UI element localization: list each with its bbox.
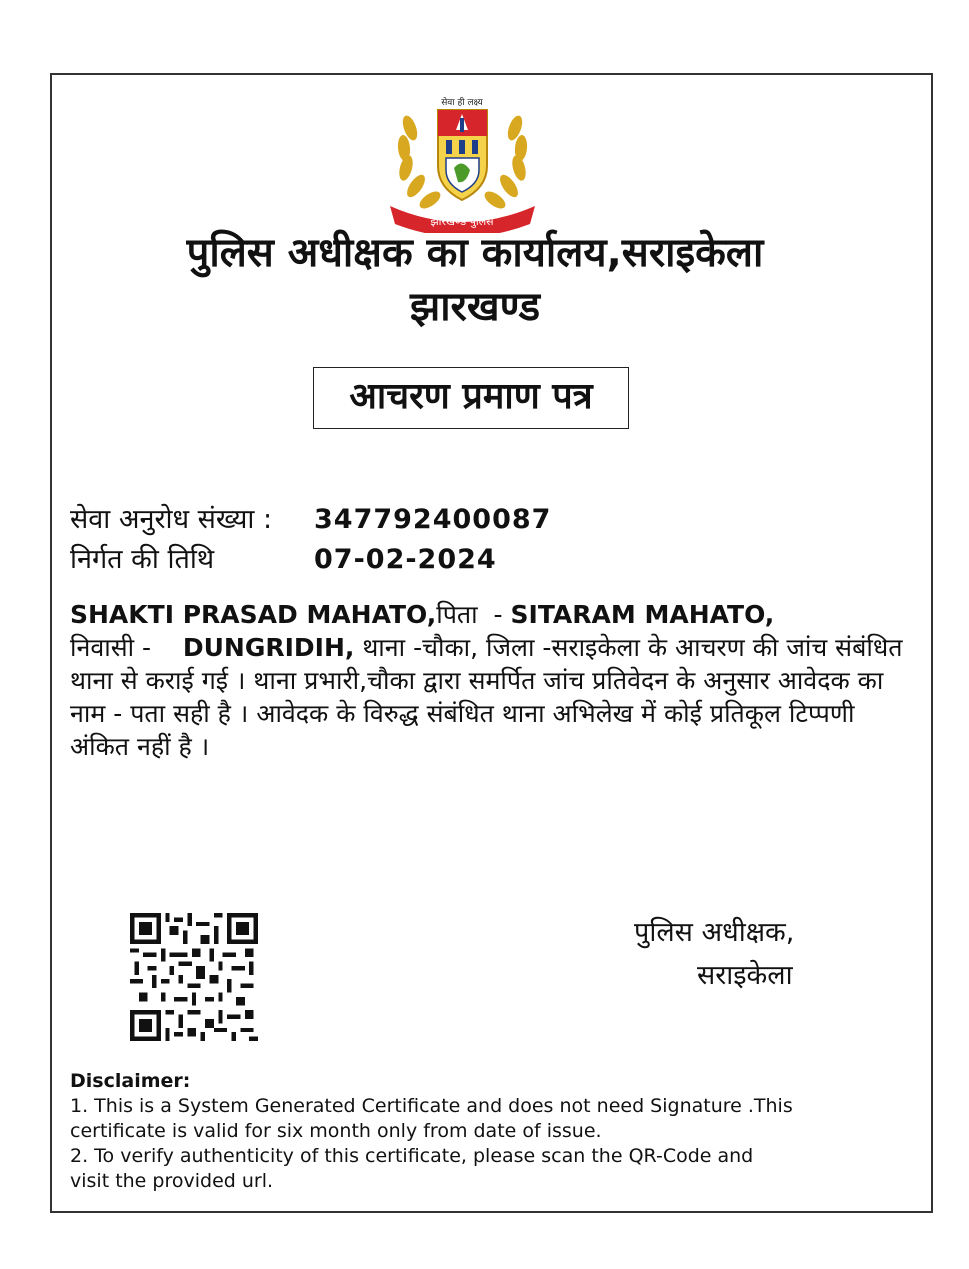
request-number-label: सेवा अनुरोध संख्या : [70,504,273,535]
jharkhand-police-emblem [380,88,545,233]
signatory-designation: पुलिस अधीक्षक, [634,917,795,948]
body-statement: थाना -चौका, जिला -सराइकेला के आचरण की जांच संबंधित थाना से कराई गई । थाना प्रभारी,चौका द्वारा समर्पित जांच प्रतिवेदन के अनुसार आवेदक का नाम - पता सही है । आवेदक के विरुद्ध संबंधित थाना अभिलेख में कोई प्रतिकूल टिप्पणी अंकित नहीं है । [70,633,903,761]
certificate-body [70,598,920,763]
issue-date-value: 07-02-2024 [314,544,497,575]
request-number-row [70,502,551,538]
village-name: DUNGRIDIH, [182,633,355,662]
issue-date-row [70,542,497,578]
issue-date-label: निर्गत की तिथि [70,544,215,575]
state-title: झारखण्ड [409,284,541,330]
disclaimer-line-4: visit the provided url. [70,1170,274,1192]
father-label: पिता - [436,600,511,629]
signatory-place: सराइकेला [697,960,793,991]
resident-label: निवासी - [70,633,183,662]
disclaimer-line-3: 2. To verify authenticity of this certificate, please scan the QR-Code and [70,1145,754,1167]
verification-qr-code[interactable] [130,913,258,1041]
office-title: पुलिस अधीक्षक का कार्यालय,सराइकेला [186,230,764,276]
emblem-ribbon-text: झारखण्ड पुलिस [430,215,494,228]
applicant-name: SHAKTI PRASAD MAHATO, [70,600,437,629]
emblem-motto: सेवा ही लक्ष्य [441,98,483,108]
request-number-value: 347792400087 [314,504,552,535]
disclaimer-line-1: 1. This is a System Generated Certificate and does not need Signature .This [70,1095,793,1117]
disclaimer [70,1069,910,1194]
disclaimer-line-2: certificate is valid for six month only from date of issue. [70,1120,602,1142]
father-name: SITARAM MAHATO, [510,600,775,629]
certificate-title: आचरण प्रमाण पत्र [313,367,629,429]
disclaimer-heading: Disclaimer: [70,1070,191,1092]
